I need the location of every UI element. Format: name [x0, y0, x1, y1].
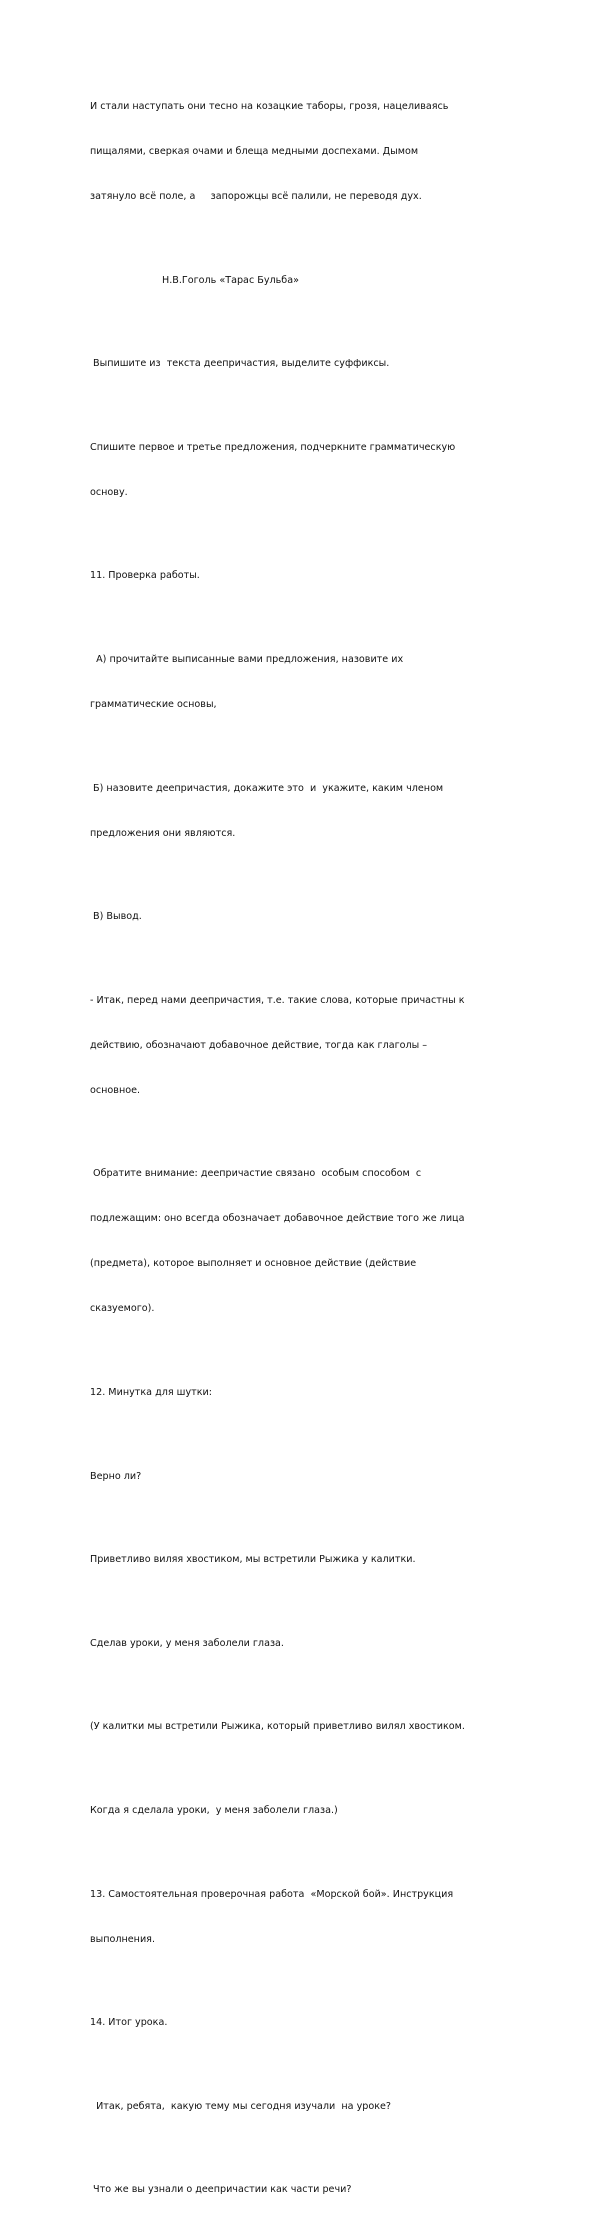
text-line: выполнения. [90, 1933, 156, 1945]
text-line: 11. Проверка работы. [90, 570, 200, 582]
attribution-text: Н.В.Гоголь «Тарас Бульба» [162, 274, 299, 286]
text-line: Что же вы узнали о деепричастии как части речи? [90, 2184, 352, 2196]
text-line: В) Вывод. [90, 911, 142, 923]
task-paragraph [90, 410, 530, 530]
answer-sentence [90, 1689, 530, 1764]
text-line: предложения они являются. [90, 827, 236, 839]
text-line: Обратите внимание: деепричастие связано особым способом с [90, 1168, 422, 1180]
text-line: 12. Минутка для шутки: [90, 1386, 212, 1398]
text-line: (У калитки мы встретили Рыжика, который приветливо вилял хвостиком. [90, 1721, 465, 1733]
text-line: - Итак, перед нами деепричастия, т.е. такие слова, которые причастны к [90, 994, 465, 1006]
task-paragraph [90, 326, 530, 401]
conclusion-paragraph [90, 963, 530, 1128]
section-heading [90, 1985, 530, 2060]
text-line: Спишите первое и третье предложения, подчеркните грамматическую [90, 441, 456, 453]
text-line: грамматические основы, [90, 698, 217, 710]
answer-sentence [90, 1773, 530, 1848]
task-paragraph [90, 622, 530, 742]
text-line: Сделав уроки, у меня заболели глаза. [90, 1637, 284, 1649]
example-sentence [90, 1606, 530, 1681]
text-line: сказуемого). [90, 1303, 155, 1315]
question-paragraph [90, 1439, 530, 1514]
text-line: подлежащим: оно всегда обозначает добавочное действие того же лица [90, 1213, 465, 1225]
text-line: Верно ли? [90, 1470, 142, 1482]
text-line: основу. [90, 486, 128, 498]
text-line: основное. [90, 1084, 141, 1096]
section-heading [90, 538, 530, 613]
text-line: Выпишите из текста деепричастия, выделите суффиксы. [90, 358, 390, 370]
document-body [90, 69, 530, 2236]
text-line: действию, обозначают добавочное действие, тогда как глаголы – [90, 1039, 428, 1051]
task-paragraph [90, 751, 530, 871]
text-line: Когда я сделала уроки, у меня заболели глаза.) [90, 1804, 338, 1816]
quote-paragraph [90, 69, 530, 234]
text-line: Приветливо виляя хвостиком, мы встретили Рыжика у калитки. [90, 1554, 416, 1566]
text-line: (предмета), которое выполняет и основное действие (действие [90, 1258, 417, 1270]
text-line: 13. Самостоятельная проверочная работа «Морской бой». Инструкция [90, 1888, 454, 1900]
note-paragraph [90, 1136, 530, 1346]
quote-line: И стали наступать они тесно на козацкие таборы, грозя, нацеливаясь [90, 101, 449, 112]
quote-attribution [90, 243, 530, 318]
section-heading [90, 1857, 530, 1977]
question-paragraph [90, 2069, 530, 2144]
example-sentence [90, 1522, 530, 1597]
quote-line: пищалями, сверкая очами и блеща медными доспехами. Дымом [90, 146, 419, 157]
quote-line: затянуло всё поле, а запорожцы всё палили, не переводя дух. [90, 191, 422, 202]
text-line: А) прочитайте выписанные вами предложения, назовите их [90, 653, 404, 665]
text-line: 14. Итог урока. [90, 2017, 168, 2029]
task-paragraph [90, 879, 530, 954]
text-line: Б) назовите деепричастия, докажите это и укажите, каким членом [90, 782, 444, 794]
text-line: Итак, ребята, какую тему мы сегодня изучали на уроке? [90, 2100, 391, 2112]
question-paragraph [90, 2152, 530, 2227]
section-heading [90, 1355, 530, 1430]
